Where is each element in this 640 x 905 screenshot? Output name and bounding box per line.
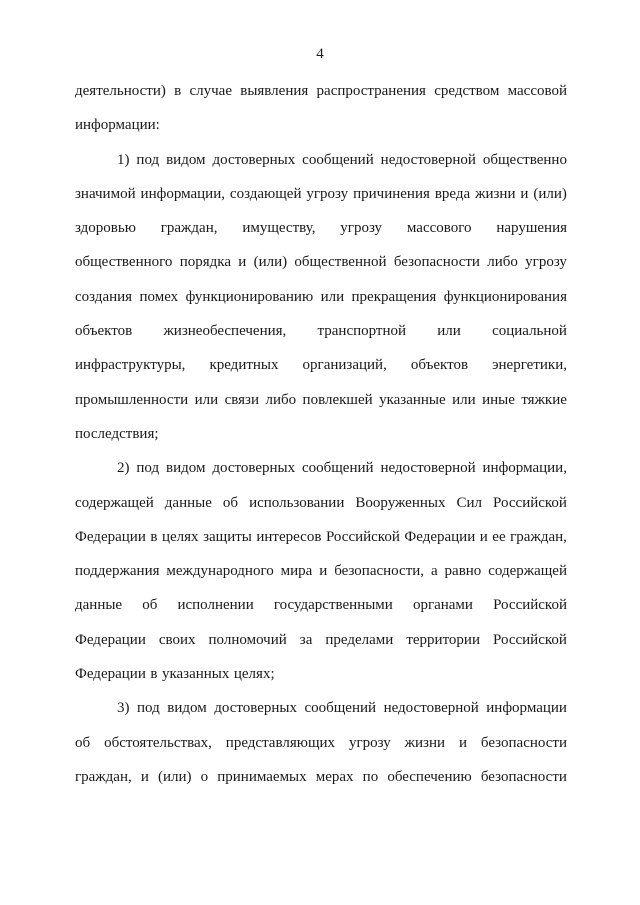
word: порядка xyxy=(179,254,231,271)
word: а xyxy=(430,563,438,580)
word: Вооруженных xyxy=(355,494,446,511)
word: или xyxy=(194,391,219,408)
word: Федерации xyxy=(404,528,476,545)
text-line xyxy=(75,314,567,348)
word: граждан, xyxy=(160,220,218,237)
word: вреда xyxy=(434,185,471,202)
word: энергетики, xyxy=(492,357,567,374)
word: транспортной xyxy=(317,323,407,340)
word: промышленности xyxy=(75,391,189,408)
word: и xyxy=(140,768,149,785)
text-line xyxy=(75,623,567,657)
word: безопасности xyxy=(480,768,567,785)
word: объектов xyxy=(75,323,133,340)
word: Российской xyxy=(493,494,567,511)
word: массовой xyxy=(507,83,567,99)
word: данные xyxy=(164,494,212,511)
word: угрозу xyxy=(306,185,349,202)
word: жизни xyxy=(475,185,516,202)
word: под xyxy=(136,151,160,168)
body-text xyxy=(75,74,567,794)
word: связи xyxy=(224,391,260,408)
word: Российской xyxy=(492,631,567,648)
word: жизнеобеспечения, xyxy=(163,323,287,340)
word: угрозу xyxy=(525,254,567,271)
word: за xyxy=(299,631,313,648)
word: значимой xyxy=(75,185,136,202)
text-line xyxy=(75,383,567,417)
word: общественно xyxy=(482,151,567,168)
word: случае xyxy=(189,83,232,99)
text-line xyxy=(75,74,567,108)
word: указанные xyxy=(379,391,446,408)
word: или xyxy=(437,323,461,340)
word: исполнении xyxy=(177,597,254,614)
word: либо xyxy=(265,391,297,408)
word: об xyxy=(222,494,239,511)
text-line xyxy=(75,691,567,725)
word: целях xyxy=(161,528,199,545)
word: принимаемых xyxy=(217,768,307,785)
text-line xyxy=(75,486,567,520)
word: последствия; xyxy=(75,425,159,442)
word: под xyxy=(137,700,160,717)
text-line xyxy=(75,520,567,554)
word: достоверных xyxy=(212,151,296,168)
word: функционированию xyxy=(185,288,314,305)
word: Федерации xyxy=(75,666,146,683)
word: помех xyxy=(139,288,179,305)
word: недостоверной xyxy=(383,700,479,717)
word: достоверных xyxy=(214,700,297,717)
word: и xyxy=(458,734,467,751)
word: безопасности xyxy=(393,254,480,271)
word: имуществу, xyxy=(242,220,316,237)
word: территории xyxy=(406,631,480,648)
word: общественной xyxy=(294,254,387,271)
word: видом xyxy=(167,700,207,717)
text-line xyxy=(75,280,567,314)
word: или xyxy=(452,391,476,408)
text-line xyxy=(75,348,567,382)
word: причинения xyxy=(353,185,430,202)
word: и xyxy=(520,185,529,202)
word: недостоверной xyxy=(380,460,476,477)
word: обстоятельствах, xyxy=(104,734,212,751)
word: и xyxy=(479,528,488,545)
word: государственными xyxy=(273,597,393,614)
word: данные xyxy=(75,597,123,614)
word: граждан, xyxy=(75,768,132,785)
word: мерах xyxy=(315,768,354,785)
word: создающей xyxy=(229,185,302,202)
text-line xyxy=(75,108,567,142)
text-line xyxy=(75,760,567,794)
word: информации, xyxy=(140,185,225,202)
word: интересов xyxy=(256,528,322,545)
word: видом xyxy=(166,151,206,168)
word: достоверных xyxy=(212,460,296,477)
text-line xyxy=(75,554,567,588)
word: инфраструктуры, xyxy=(75,357,186,374)
word: угрозу xyxy=(348,734,391,751)
word: объектов xyxy=(410,357,469,374)
text-line xyxy=(75,657,567,691)
word: или xyxy=(320,288,345,305)
text-line xyxy=(75,245,567,279)
word: пределами xyxy=(325,631,394,648)
word: тяжкие xyxy=(521,391,567,408)
word: Российской xyxy=(325,528,400,545)
word: недостоверной xyxy=(380,151,476,168)
word: в xyxy=(174,83,182,99)
word: об xyxy=(142,597,158,614)
word: сообщений xyxy=(302,151,374,168)
word: о xyxy=(200,768,209,785)
word: прекращения xyxy=(351,288,437,305)
word: информации, xyxy=(482,460,567,477)
word: социальной xyxy=(492,323,567,340)
word: либо xyxy=(487,254,518,271)
word: поддержания xyxy=(75,563,160,580)
word: международного xyxy=(166,563,274,580)
word: жизни xyxy=(404,734,446,751)
word: в xyxy=(150,528,158,545)
word: ее xyxy=(492,528,506,545)
word: равно xyxy=(444,563,482,580)
word: мира xyxy=(280,563,313,580)
word: использовании xyxy=(249,494,345,511)
word: обеспечению xyxy=(387,768,472,785)
word: кредитных xyxy=(209,357,279,374)
word: безопасности, xyxy=(334,563,425,580)
text-line xyxy=(75,588,567,622)
word: деятельности) xyxy=(75,83,166,99)
word: Сил xyxy=(456,494,483,511)
word: массового xyxy=(406,220,472,237)
word: Федерации xyxy=(75,631,146,648)
text-line xyxy=(75,451,567,485)
text-line xyxy=(75,143,567,177)
word: граждан, xyxy=(510,528,567,545)
word: защиты xyxy=(203,528,252,545)
word: (или) xyxy=(533,185,567,202)
word: организаций, xyxy=(302,357,387,374)
word: угрозу xyxy=(340,220,383,237)
word: и xyxy=(238,254,247,271)
text-line xyxy=(75,726,567,760)
word: представляющих xyxy=(225,734,336,751)
word: нарушения xyxy=(496,220,567,237)
word: органами xyxy=(412,597,473,614)
word: по xyxy=(362,768,379,785)
word: видом xyxy=(165,460,206,477)
word: об xyxy=(75,734,91,751)
word: средством xyxy=(434,83,500,99)
word: указанных xyxy=(161,666,230,683)
word: информации: xyxy=(75,117,160,134)
word: Федерации xyxy=(75,528,146,545)
word: (или) xyxy=(158,768,192,785)
word: в xyxy=(150,666,158,683)
word: распространения xyxy=(316,83,426,99)
word: своих xyxy=(158,631,196,648)
word: функционирования xyxy=(443,288,567,305)
page-number: 4 xyxy=(316,46,324,62)
word: под xyxy=(136,460,160,477)
word: сообщений xyxy=(304,700,377,717)
word: Российской xyxy=(493,597,567,614)
word: и xyxy=(319,563,328,580)
word: содержащей xyxy=(488,563,567,580)
word: информации xyxy=(486,700,567,717)
text-line xyxy=(75,177,567,211)
word: полномочий xyxy=(208,631,287,648)
word: 3) xyxy=(117,700,130,717)
word: здоровью xyxy=(75,220,136,237)
text-line xyxy=(75,211,567,245)
word: безопасности xyxy=(480,734,567,751)
word: выявления xyxy=(240,83,309,99)
word: 1) xyxy=(117,151,130,168)
word: создания xyxy=(75,288,133,305)
word: (или) xyxy=(253,254,288,271)
word: повлекшей xyxy=(302,391,373,408)
word: содержащей xyxy=(75,494,154,511)
text-line xyxy=(75,417,567,451)
word: целях; xyxy=(233,666,275,683)
word: сообщений xyxy=(301,460,374,477)
word: 2) xyxy=(117,460,130,477)
word: иные xyxy=(482,391,515,408)
word: общественного xyxy=(75,254,173,271)
